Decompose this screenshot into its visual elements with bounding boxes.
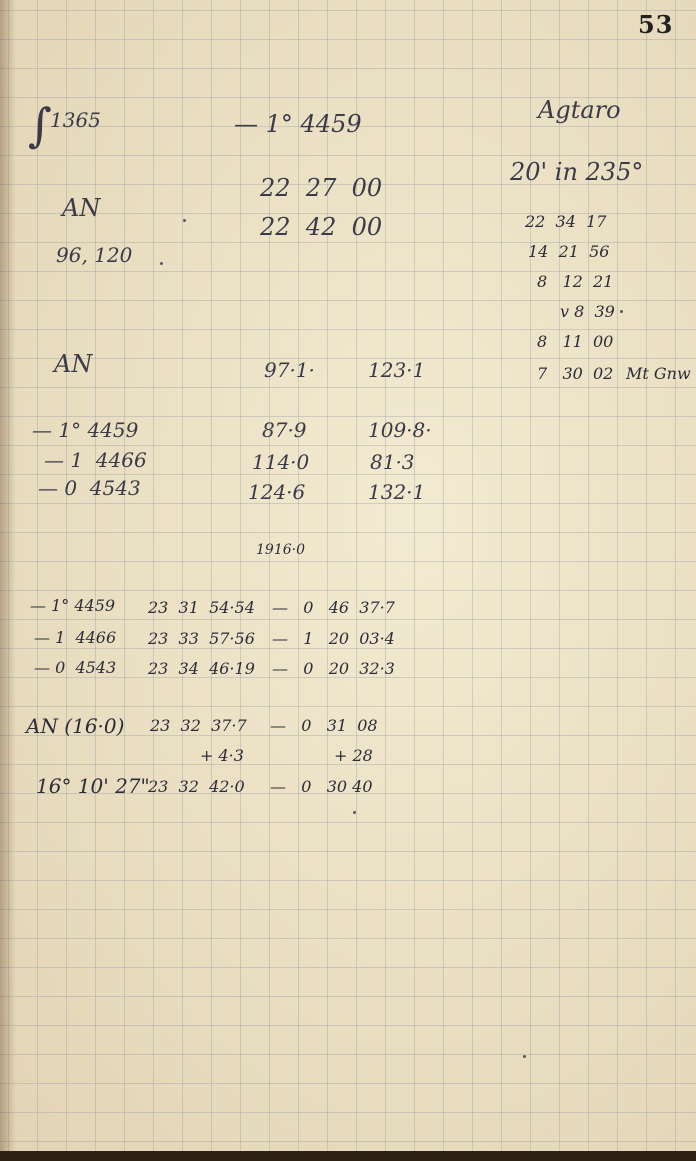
right-note: 20' in 235° (510, 158, 644, 186)
middle-head-b: 123·1 (368, 358, 426, 382)
left-label-an: AN (62, 194, 101, 222)
top-time-1: 22 27 00 (260, 174, 383, 202)
bottom-row-3-dec: — 0 20 32·3 (272, 659, 395, 678)
middle-head-a: 97·1· (264, 358, 315, 382)
final-label: AN (16·0) (26, 714, 125, 738)
right-header: Agtaro (538, 96, 621, 124)
bottom-row-1-ra: 23 31 54·54 (148, 598, 255, 617)
middle-row-2-a: 114·0 (252, 450, 310, 474)
right-row-2: 14 21 56 (528, 242, 610, 261)
right-row-4: v 8 39 (560, 302, 615, 321)
left-ref: 96, 120 (56, 243, 133, 267)
ink-dot (620, 310, 623, 313)
bottom-row-1-angle: — 1° 4459 (30, 596, 116, 615)
top-value: — 1° 4459 (234, 110, 362, 138)
middle-row-1-a: 87·9 (262, 418, 307, 442)
middle-row-2-b: 81·3 (370, 450, 415, 474)
bottom-row-3-angle: — 0 4543 (34, 658, 117, 677)
final-ra: 23 32 37·7 (150, 716, 247, 735)
middle-label-an: AN (54, 350, 93, 378)
integral-sign: ∫ (28, 98, 52, 152)
bottom-row-2-angle: — 1 4466 (34, 628, 117, 647)
bottom-row-1-dec: — 0 46 37·7 (272, 598, 395, 617)
top-time-2: 22 42 00 (260, 213, 383, 241)
middle-row-3-angle: — 0 4543 (38, 476, 141, 500)
page-bottom-edge (0, 1151, 696, 1161)
right-row-3: 8 12 21 (537, 272, 614, 291)
final-angle: 16° 10' 27" (36, 774, 150, 798)
ink-dot (353, 811, 356, 814)
integral-value: 1365 (50, 108, 101, 132)
epoch-label: 1916·0 (256, 542, 305, 558)
page-number: 53 (638, 10, 674, 39)
right-row-6: 7 30 02 (537, 364, 614, 383)
final-dec: — 0 31 08 (270, 716, 378, 735)
right-row-5: 8 11 00 (537, 332, 614, 351)
middle-row-2-angle: — 1 4466 (44, 448, 147, 472)
final-ra-result: 23 32 42·0 (148, 777, 245, 796)
middle-row-1-b: 109·8· (368, 418, 432, 442)
right-row-annotation: Mt Gnw (626, 364, 691, 383)
final-ra-correction: + 4·3 (200, 746, 244, 765)
bottom-row-2-ra: 23 33 57·56 (148, 629, 255, 648)
ink-dot (160, 262, 163, 265)
ink-dot (183, 219, 186, 222)
middle-row-1-angle: — 1° 4459 (32, 418, 139, 442)
middle-row-3-b: 132·1 (368, 480, 426, 504)
final-dec-correction: + 28 (334, 746, 373, 765)
bottom-row-3-ra: 23 34 46·19 (148, 659, 255, 678)
final-dec-result: — 0 30 40 (270, 777, 373, 796)
bottom-row-2-dec: — 1 20 03·4 (272, 629, 395, 648)
middle-row-3-a: 124·6 (248, 480, 306, 504)
page-spine-shadow (0, 0, 16, 1151)
right-row-1: 22 34 17 (525, 212, 607, 231)
ink-dot (523, 1055, 526, 1058)
